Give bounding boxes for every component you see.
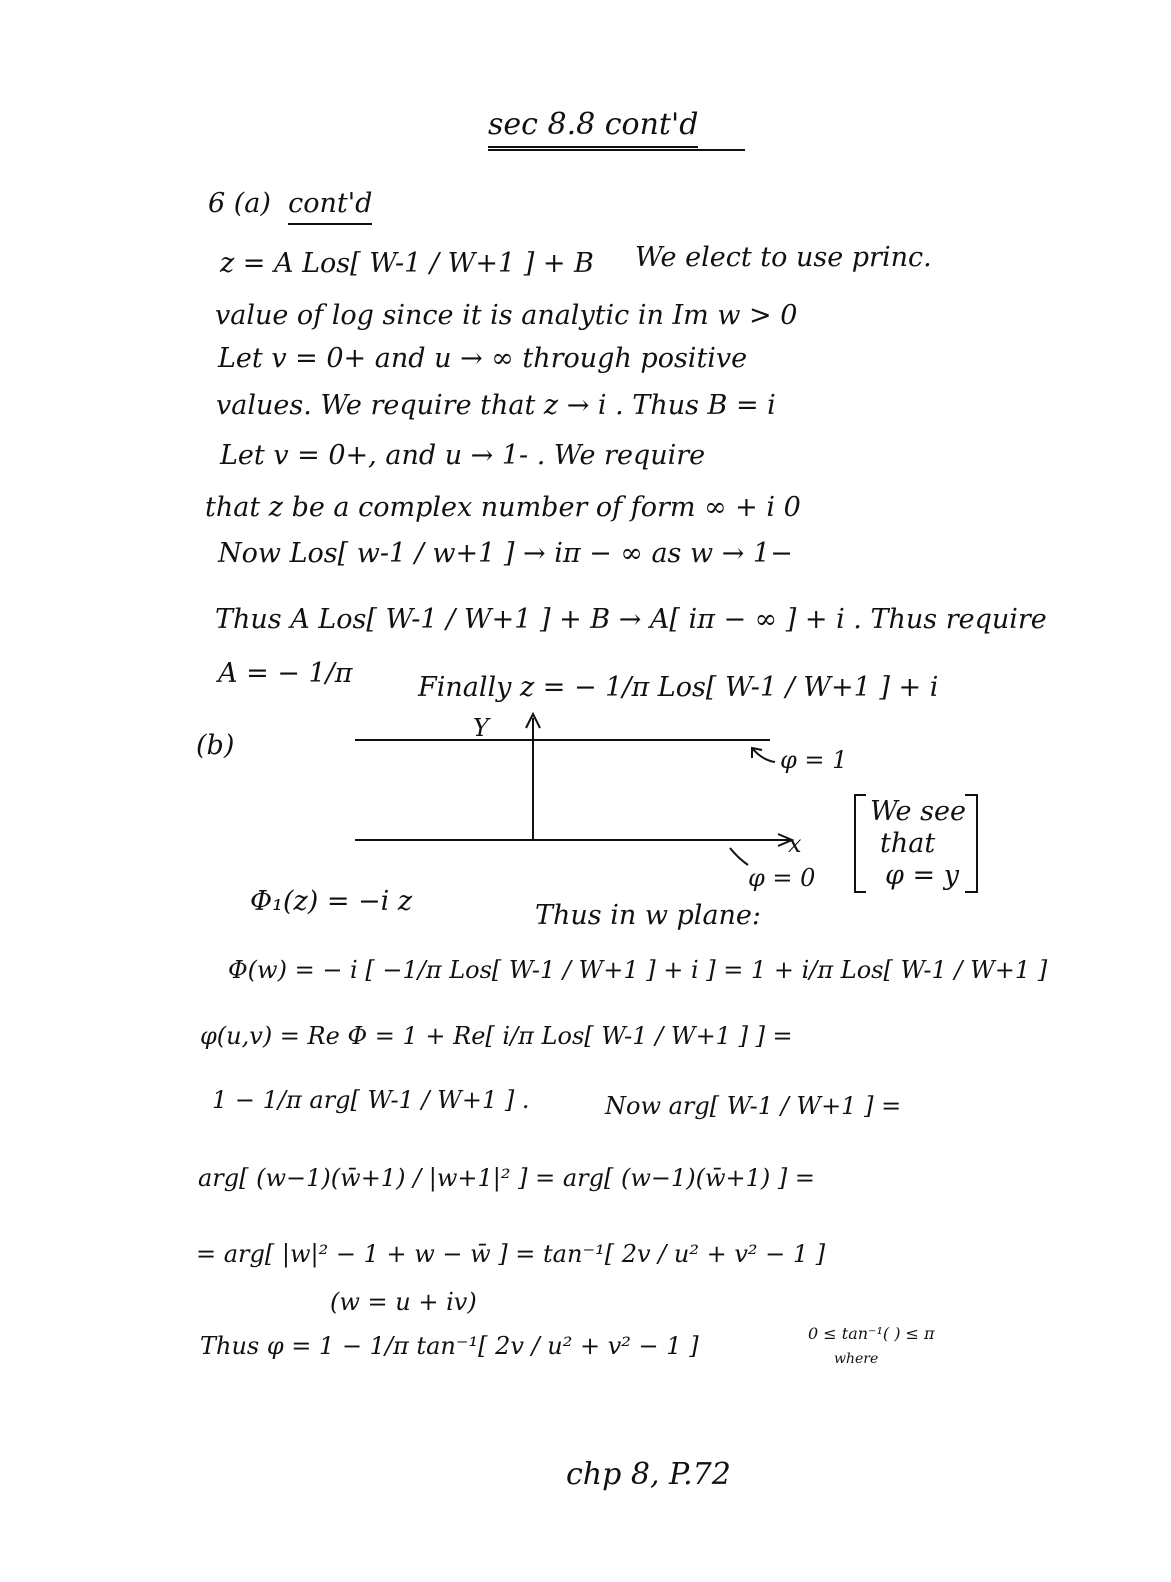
text-line7: Now Los[ w-1 / w+1 ] → iπ − ∞ as w → 1− (218, 538, 793, 569)
x-axis-label: x (788, 830, 802, 858)
bracket-right (965, 795, 977, 892)
deriv-line4-right: Now arg[ W-1 / W+1 ] = (605, 1092, 902, 1120)
bracket-text-2: that (880, 828, 936, 859)
text-line4: values. We require that z → i . Thus B = i (216, 390, 776, 421)
text-line6: that z be a complex number of form ∞ + i 0 (205, 492, 801, 523)
bracket-text-1: We see (870, 796, 966, 827)
deriv-line6-note: (w = u + iv) (330, 1288, 477, 1316)
deriv-line7: Thus φ = 1 − 1/π tan⁻¹[ 2v / u² + v² − 1 ] (200, 1332, 699, 1360)
text-princ: We elect to use princ. (635, 242, 932, 273)
range-note-where: where (834, 1351, 879, 1367)
bracket-left (855, 795, 866, 892)
pointer-arrow-top (752, 748, 775, 762)
deriv-line4-left: 1 − 1/π arg[ W-1 / W+1 ] . (212, 1086, 530, 1114)
eq-A-value: A = − 1/π (218, 658, 353, 689)
page-title: sec 8.8 cont'd (488, 110, 698, 140)
deriv-line3: φ(u,v) = Re Φ = 1 + Re[ i/π Los[ W-1 / W+1 ] ] = (200, 1022, 793, 1050)
text-line8: Thus A Los[ W-1 / W+1 ] + B → A[ iπ − ∞ ] + i . Thus require (215, 604, 1047, 635)
page-reference: chp 8, P.72 (566, 1457, 731, 1492)
text-line3: Let v = 0+ and u → ∞ through positive (218, 343, 748, 374)
deriv-line5: arg[ (w−1)(w̄+1) / |w+1|² ] = arg[ (w−1)(w̄+1) ] = (198, 1164, 816, 1192)
deriv-line6: = arg[ |w|² − 1 + w − w̄ ] = tan⁻¹[ 2v / u² + v² − 1 ] (196, 1240, 826, 1268)
bracket-text-3: φ = y (885, 860, 959, 891)
part-b-label: (b) (196, 730, 235, 761)
deriv-line2: Φ(w) = − i [ −1/π Los[ W-1 / W+1 ] + i ] = 1 + i/π Los[ W-1 / W+1 ] (228, 956, 1048, 984)
deriv-w-plane: Thus in w plane: (535, 900, 762, 931)
phi-equals-0: φ = 0 (748, 864, 816, 892)
y-axis-label: Y (473, 714, 489, 742)
eq-final-z: Finally z = − 1/π Los[ W-1 / W+1 ] + i (418, 672, 939, 703)
problem-contd: cont'd (288, 188, 372, 225)
phi-equals-1: φ = 1 (780, 746, 848, 774)
text-line2: value of log since it is analytic in Im w > 0 (215, 300, 798, 331)
eq-z-form: z = A Los[ W-1 / W+1 ] + B (220, 248, 594, 279)
range-note: 0 ≤ tan⁻¹( ) ≤ π (808, 1324, 935, 1343)
pointer-arrow-bottom (730, 848, 748, 865)
deriv-phi1: Φ₁(z) = −i z (250, 886, 413, 917)
text-line5: Let v = 0+, and u → 1- . We require (220, 440, 706, 471)
problem-label: 6 (a) cont'd (208, 190, 372, 217)
